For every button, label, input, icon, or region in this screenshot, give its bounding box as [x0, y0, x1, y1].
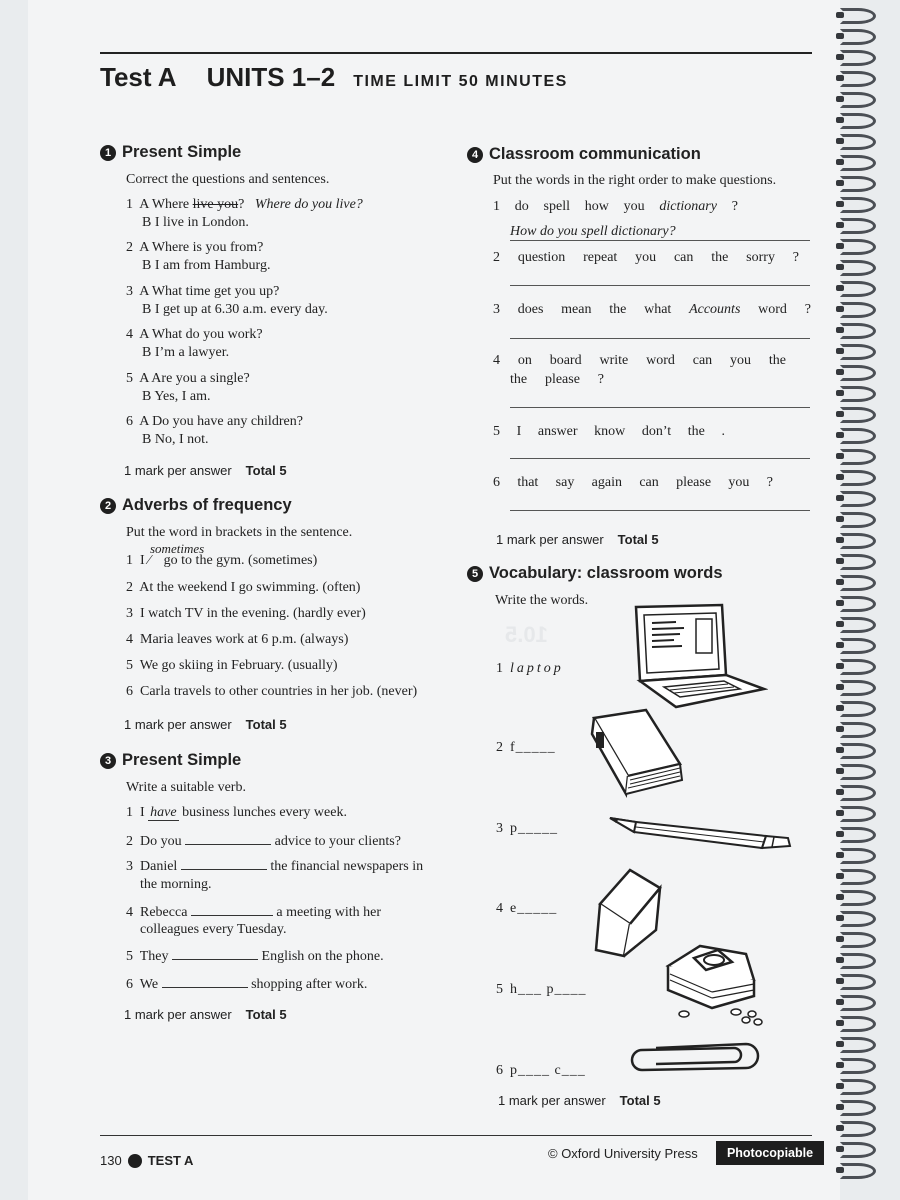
page-footer-left: [100, 1153, 193, 1168]
spiral-coil: [836, 722, 880, 736]
s5-item-3: 3 p_____: [496, 821, 558, 836]
s3-item-3-cont: the morning.: [140, 877, 212, 892]
section-4-instruction: Put the words in the right order to make questions.: [493, 173, 777, 188]
s2-item-3: 3 I watch TV in the evening. (hardly ever): [126, 606, 366, 621]
spiral-coil: [836, 953, 880, 967]
answer-blank[interactable]: [181, 857, 267, 870]
jumbled-word: I: [516, 424, 522, 439]
spiral-coil: [836, 659, 880, 673]
page-number: 130: [100, 1153, 122, 1168]
s3-mark-line: 1 mark per answer Total 5: [124, 1007, 287, 1022]
item-number: 3: [493, 302, 500, 317]
section-1-instruction: Correct the questions and sentences.: [126, 172, 330, 187]
spiral-coil: [836, 491, 880, 505]
s2-item-5: 5 We go skiing in February. (usually): [126, 658, 338, 673]
s1-item-3-a: 3 A What time get you up?: [126, 284, 280, 299]
section-2-instruction: Put the word in brackets in the sentence.: [126, 525, 353, 540]
paper-clip-illustration: [626, 1040, 766, 1074]
caret-mark: ⁄: [148, 553, 151, 568]
spiral-coil: [836, 428, 880, 442]
jumbled-word: do: [514, 199, 529, 214]
spiral-coil: [836, 680, 880, 694]
answer-blank[interactable]: [162, 975, 248, 988]
spiral-coil: [836, 911, 880, 925]
spiral-coil: [836, 1037, 880, 1051]
item-number: 4: [493, 353, 500, 368]
show-through-text: 10.5: [505, 622, 548, 647]
spiral-coil: [836, 890, 880, 904]
s4-item-5-words: [493, 424, 725, 440]
section-number-badge: 5: [467, 566, 483, 582]
s4-item-2-words: [493, 250, 799, 266]
s1-item-2-a: 2 A Where is you from?: [126, 240, 264, 255]
answer-line[interactable]: [510, 407, 810, 408]
s1-item-5-a: 5 A Are you a single?: [126, 371, 250, 386]
spiral-coil: [836, 71, 880, 85]
s3-item-6: 6 We shopping after work.: [126, 977, 368, 992]
item-number: 6: [493, 475, 500, 490]
section-2-heading: [100, 496, 292, 515]
jumbled-word: ?: [804, 302, 811, 317]
jumbled-word: the: [687, 424, 705, 439]
spiral-coil: [836, 1100, 880, 1114]
laptop-illustration: [628, 603, 768, 711]
spiral-coil: [836, 974, 880, 988]
answer-line[interactable]: [510, 285, 810, 286]
answer-line[interactable]: [510, 458, 810, 459]
s4-item-4-words: [493, 353, 786, 369]
spiral-coil: [836, 764, 880, 778]
jumbled-word: dictionary: [659, 199, 717, 214]
s1-item-5-b: B Yes, I am.: [142, 389, 211, 404]
inserted-word: sometimes: [150, 541, 205, 556]
spiral-coil: [836, 155, 880, 169]
jumbled-word: the: [510, 372, 528, 387]
section-3-instruction: Write a suitable verb.: [126, 780, 246, 795]
answer-blank[interactable]: [191, 903, 273, 916]
spiral-coil: [836, 260, 880, 274]
footer-rule: [100, 1135, 812, 1136]
s1-item-6-a: 6 A Do you have any children?: [126, 414, 303, 429]
spiral-coil: [836, 50, 880, 64]
s2-item-1: 1 I ⁄ go to the gym. (sometimes): [126, 553, 318, 568]
section-3-heading: [100, 751, 241, 770]
spiral-coil: [836, 785, 880, 799]
s1-item-4-b: B I’m a lawyer.: [142, 345, 230, 360]
copyright: © Oxford University Press: [548, 1146, 698, 1161]
pencil-illustration: [606, 812, 796, 852]
spiral-coil: [836, 8, 880, 22]
s5-mark-line: 1 mark per answer Total 5: [498, 1093, 661, 1108]
item-number: 5: [493, 424, 500, 439]
jumbled-word: how: [584, 199, 609, 214]
spiral-coil: [836, 848, 880, 862]
spiral-coil: [836, 1142, 880, 1156]
spiral-coil: [836, 701, 880, 715]
section-title: Adverbs of frequency: [122, 496, 292, 514]
spiral-coil: [836, 827, 880, 841]
jumbled-word: you: [635, 250, 657, 265]
section-1-heading: [100, 143, 241, 162]
spiral-coil: [836, 638, 880, 652]
spiral-coil: [836, 512, 880, 526]
jumbled-word: on: [517, 353, 532, 368]
spiral-coil: [836, 134, 880, 148]
spiral-coil: [836, 533, 880, 547]
jumbled-word: write: [599, 353, 629, 368]
s3-item-4-cont: colleagues every Tuesday.: [140, 922, 287, 937]
spiral-coil: [836, 239, 880, 253]
answer-blank[interactable]: [185, 832, 271, 845]
s5-item-6: 6 p____ c___: [496, 1063, 586, 1078]
example-answer: have: [150, 805, 177, 820]
spiral-binding: [836, 8, 896, 1188]
example-answer: How do you spell dictionary?: [510, 224, 676, 239]
jumbled-word: don’t: [641, 424, 672, 439]
s3-item-2: 2 Do you advice to your clients?: [126, 834, 401, 849]
answer-line[interactable]: [510, 510, 810, 511]
item-number: 1: [493, 199, 500, 214]
jumbled-word: the: [609, 302, 627, 317]
jumbled-word: sorry: [746, 250, 775, 265]
hole-punch-illustration: [654, 940, 770, 1030]
spiral-coil: [836, 596, 880, 610]
spiral-coil: [836, 1016, 880, 1030]
jumbled-word: mean: [561, 302, 592, 317]
spiral-coil: [836, 113, 880, 127]
answer-line[interactable]: [510, 338, 810, 339]
s5-item-5: 5 h___ p____: [496, 982, 587, 997]
spiral-coil: [836, 281, 880, 295]
jumbled-word: can: [673, 250, 694, 265]
jumbled-word: you: [623, 199, 645, 214]
s3-item-5: 5 They English on the phone.: [126, 949, 384, 964]
jumbled-word: what: [644, 302, 672, 317]
s4-item-1-words: [493, 199, 738, 215]
s5-item-4: 4 e_____: [496, 901, 558, 916]
folder-illustration: [588, 706, 692, 802]
spiral-coil: [836, 617, 880, 631]
jumbled-word: ?: [766, 475, 773, 490]
section-number-badge: 2: [100, 498, 116, 514]
photocopiable-badge: Photocopiable: [716, 1141, 824, 1165]
s3-item-1: 1 I have business lunches every week.: [126, 805, 347, 820]
spiral-coil: [836, 407, 880, 421]
jumbled-word: the: [711, 250, 729, 265]
section-number-badge: 4: [467, 147, 483, 163]
section-4-heading: [467, 145, 701, 164]
section-title: Present Simple: [122, 751, 242, 769]
spiral-coil: [836, 92, 880, 106]
answer-blank[interactable]: [172, 947, 258, 960]
jumbled-word: ?: [792, 250, 799, 265]
section-number-badge: 1: [100, 145, 116, 161]
spiral-coil: [836, 1163, 880, 1177]
s1-item-2-b: B I am from Hamburg.: [142, 258, 271, 273]
section-title: Vocabulary: classroom words: [489, 564, 723, 582]
s1-item-4-a: 4 A What do you work?: [126, 327, 263, 342]
s2-item-2: 2 At the weekend I go swimming. (often): [126, 580, 361, 595]
spiral-coil: [836, 806, 880, 820]
spiral-coil: [836, 743, 880, 757]
spiral-coil: [836, 323, 880, 337]
jumbled-word: you: [728, 475, 750, 490]
jumbled-word: spell: [543, 199, 570, 214]
s2-mark-line: 1 mark per answer Total 5: [124, 717, 287, 732]
spiral-coil: [836, 575, 880, 589]
jumbled-word: can: [639, 475, 659, 490]
section-title: Classroom communication: [489, 145, 701, 163]
section-5-heading: [467, 564, 723, 583]
jumbled-word: please: [544, 372, 580, 387]
spiral-coil: [836, 449, 880, 463]
jumbled-word: that: [517, 475, 539, 490]
s5-item-1: 1 laptop: [496, 661, 564, 676]
units-label: UNITS 1–2: [206, 62, 336, 92]
s1-item-1-b: B I live in London.: [142, 215, 249, 230]
spiral-coil: [836, 386, 880, 400]
bullet-dot: [128, 1154, 142, 1168]
spiral-coil: [836, 554, 880, 568]
spiral-coil: [836, 365, 880, 379]
jumbled-word: ?: [597, 372, 604, 387]
s1-item-3-b: B I get up at 6.30 a.m. every day.: [142, 302, 328, 317]
s1-mark-line: 1 mark per answer Total 5: [124, 463, 287, 478]
s2-item-4: 4 Maria leaves work at 6 p.m. (always): [126, 632, 349, 647]
spiral-coil: [836, 1079, 880, 1093]
time-limit: TIME LIMIT 50 MINUTES: [353, 73, 568, 90]
example-answer: Where do you live?: [254, 197, 363, 212]
jumbled-word: the: [768, 353, 786, 368]
section-number-badge: 3: [100, 753, 116, 769]
s4-item-4-words-cont: [510, 372, 604, 388]
jumbled-word: board: [549, 353, 582, 368]
s4-item-3-words: [493, 302, 811, 318]
header-rule: [100, 52, 812, 54]
jumbled-word: question: [517, 250, 566, 265]
s2-item-6: 6 Carla travels to other countries in her job. (never): [126, 684, 418, 699]
spiral-coil: [836, 29, 880, 43]
jumbled-word: can: [692, 353, 713, 368]
jumbled-word: .: [721, 424, 725, 439]
spiral-coil: [836, 470, 880, 484]
spiral-coil: [836, 218, 880, 232]
jumbled-word: know: [594, 424, 626, 439]
jumbled-word: ?: [731, 199, 738, 214]
spiral-coil: [836, 1058, 880, 1072]
spiral-coil: [836, 869, 880, 883]
answer-line[interactable]: [510, 240, 810, 241]
jumbled-word: again: [591, 475, 622, 490]
spiral-coil: [836, 176, 880, 190]
s3-item-3: 3 Daniel the financial newspapers in: [126, 859, 424, 874]
jumbled-word: repeat: [583, 250, 618, 265]
item-number: 2: [493, 250, 500, 265]
s4-item-6-words: [493, 475, 773, 491]
jumbled-word: please: [676, 475, 712, 490]
s1-item-6-b: B No, I not.: [142, 432, 209, 447]
spiral-coil: [836, 197, 880, 211]
s3-item-4: 4 Rebecca a meeting with her: [126, 905, 381, 920]
s5-item-2: 2 f_____: [496, 740, 556, 755]
s1-item-1-a: 1 A Where live you? Where do you live?: [126, 197, 363, 212]
spiral-coil: [836, 1121, 880, 1135]
spiral-coil: [836, 302, 880, 316]
test-name: Test A: [100, 62, 177, 92]
section-title: Present Simple: [122, 143, 242, 161]
spiral-coil: [836, 344, 880, 358]
jumbled-word: word: [758, 302, 787, 317]
section-5-instruction: Write the words.: [495, 593, 589, 608]
spiral-coil: [836, 995, 880, 1009]
page-title: [100, 62, 568, 93]
jumbled-word: does: [517, 302, 544, 317]
test-label: TEST A: [147, 1153, 194, 1168]
jumbled-word: you: [730, 353, 752, 368]
jumbled-word: Accounts: [689, 302, 741, 317]
spiral-coil: [836, 932, 880, 946]
s4-mark-line: 1 mark per answer Total 5: [496, 532, 659, 547]
jumbled-word: answer: [537, 424, 578, 439]
jumbled-word: say: [555, 475, 575, 490]
jumbled-word: word: [646, 353, 675, 368]
